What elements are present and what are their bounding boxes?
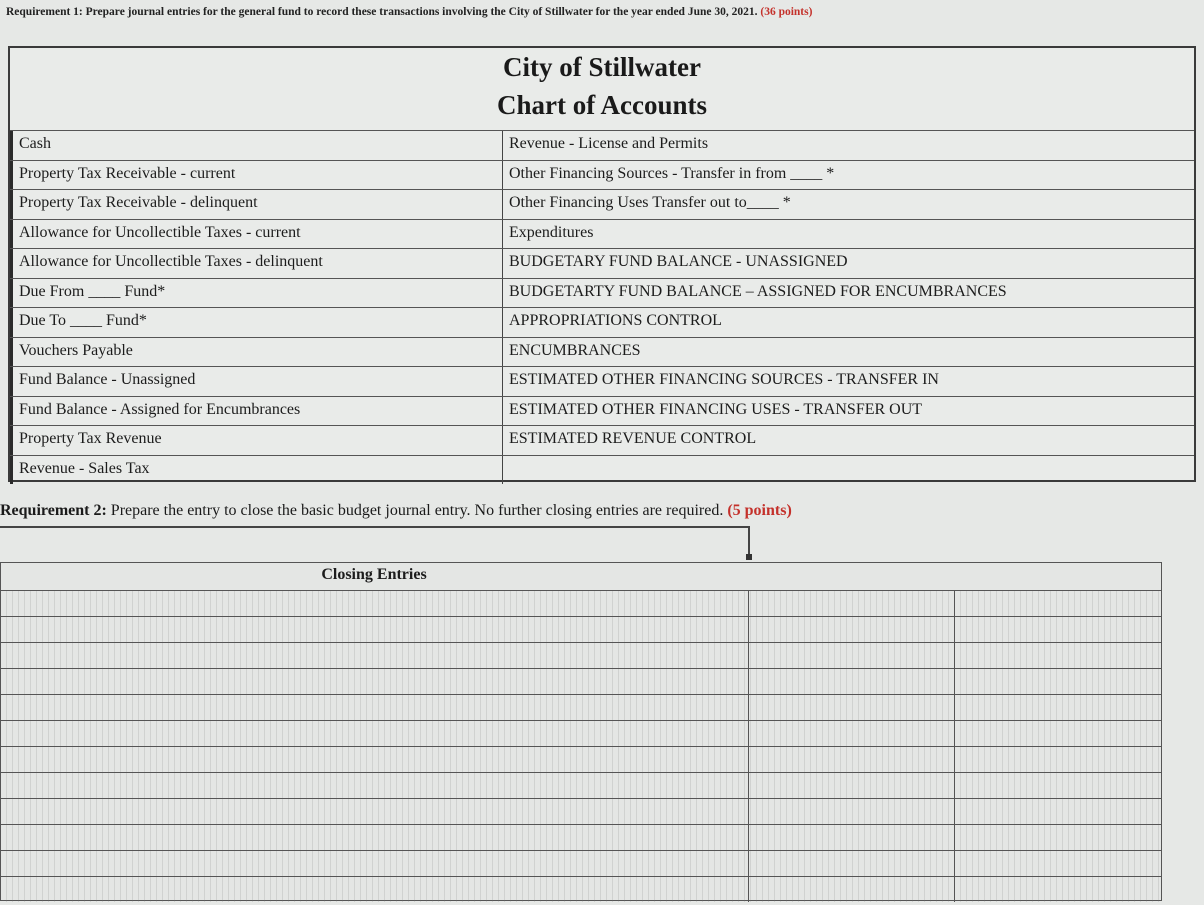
closing-entry-debit-cell[interactable] [749,825,955,850]
coa-left-account: Vouchers Payable [10,338,503,367]
coa-row [10,278,1194,308]
closing-entry-credit-cell[interactable] [955,799,1161,824]
requirement-2-points: (5 points) [727,502,792,519]
coa-left-account: Property Tax Receivable - delinquent [10,190,503,219]
coa-left-account: Fund Balance - Unassigned [10,367,503,396]
coa-title-city: City of Stillwater [503,52,701,82]
closing-entry-row[interactable] [1,746,1161,772]
closing-entry-debit-cell[interactable] [749,617,955,642]
requirement-2 [0,502,1200,520]
coa-right-account: Expenditures [509,223,594,241]
requirement-2-text: Prepare the entry to close the basic budget journal entry. No further closing entries are required. [110,502,724,519]
coa-right-account [503,456,1194,485]
coa-row [10,189,1194,219]
coa-row [10,307,1194,337]
requirement-1-text: Requirement 1: Prepare journal entries for the general fund to record these transactions involving the City of Stillwater for the year ended June 30, 2021. [6,6,758,18]
closing-entry-row[interactable] [1,720,1161,746]
coa-left-account: Allowance for Uncollectible Taxes - current [10,220,503,249]
closing-entry-acct-cell[interactable] [1,591,749,616]
closing-entry-row[interactable] [1,590,1161,616]
closing-entry-acct-cell[interactable] [1,747,749,772]
closing-entry-row[interactable] [1,772,1161,798]
closing-entry-credit-cell[interactable] [955,591,1161,616]
closing-entry-credit-cell[interactable] [955,643,1161,668]
coa-left-account: Fund Balance - Assigned for Encumbrances [10,397,503,426]
coa-row [10,366,1194,396]
coa-right-account: ESTIMATED OTHER FINANCING SOURCES - TRANSFER IN [509,371,939,388]
coa-row [10,396,1194,426]
closing-entry-credit-cell[interactable] [955,851,1161,876]
coa-row [10,130,1194,160]
closing-entry-acct-cell[interactable] [1,773,749,798]
coa-right-account: BUDGETARTY FUND BALANCE – ASSIGNED FOR ENCUMBRANCES [509,282,1007,300]
coa-left-account: Due From ____ Fund* [10,279,503,308]
closing-entry-acct-cell[interactable] [1,721,749,746]
coa-left-account: Property Tax Revenue [10,426,503,455]
coa-right-account: ESTIMATED OTHER FINANCING USES - TRANSFER OUT [509,400,923,418]
coa-right-account: ESTIMATED REVENUE CONTROL [509,430,757,447]
coa-left-account: Property Tax Receivable - current [10,161,503,190]
closing-entry-debit-cell[interactable] [749,747,955,772]
closing-entry-acct-cell[interactable] [1,851,749,876]
closing-entry-credit-cell[interactable] [955,617,1161,642]
answer-header-bar [0,526,750,556]
coa-row [10,219,1194,249]
closing-entry-credit-cell[interactable] [955,721,1161,746]
closing-entry-row[interactable] [1,876,1161,902]
closing-entries-table [0,562,1162,901]
closing-entry-credit-cell[interactable] [955,825,1161,850]
closing-entry-debit-cell[interactable] [749,721,955,746]
chart-of-accounts-table [8,46,1196,482]
coa-row [10,337,1194,367]
requirement-1 [6,6,1196,18]
closing-entry-acct-cell[interactable] [1,643,749,668]
closing-entry-credit-cell[interactable] [955,695,1161,720]
closing-entry-debit-cell[interactable] [749,695,955,720]
closing-entry-row[interactable] [1,642,1161,668]
closing-entry-row[interactable] [1,616,1161,642]
closing-entry-debit-cell[interactable] [749,851,955,876]
closing-entry-debit-cell[interactable] [749,669,955,694]
closing-entry-debit-cell[interactable] [749,773,955,798]
closing-entry-acct-cell[interactable] [1,617,749,642]
coa-row [10,248,1194,278]
coa-right-account: ENCUMBRANCES [509,341,641,359]
coa-left-account: Allowance for Uncollectible Taxes - delinquent [10,249,503,278]
closing-entry-credit-cell[interactable] [955,877,1161,902]
coa-row [10,425,1194,455]
closing-entry-debit-cell[interactable] [749,643,955,668]
requirement-2-label: Requirement 2: [0,502,107,519]
coa-row [10,160,1194,190]
closing-entry-credit-cell[interactable] [955,669,1161,694]
corner-marker [746,554,752,560]
coa-right-account: Revenue - License and Permits [509,135,709,152]
closing-entry-acct-cell[interactable] [1,877,749,902]
coa-left-account: Revenue - Sales Tax [10,456,503,485]
closing-entry-row[interactable] [1,798,1161,824]
closing-entries-grid [1,590,1161,902]
closing-entry-row[interactable] [1,850,1161,876]
closing-entry-acct-cell[interactable] [1,825,749,850]
coa-right-account: APPROPRIATIONS CONTROL [509,312,722,329]
coa-right-account: Other Financing Uses Transfer out to____ * [509,194,791,211]
coa-title-chart: Chart of Accounts [497,90,707,120]
coa-grid [10,130,1194,484]
requirement-1-points: (36 points) [760,6,813,18]
closing-entry-acct-cell[interactable] [1,695,749,720]
closing-entry-credit-cell[interactable] [955,747,1161,772]
closing-entry-acct-cell[interactable] [1,669,749,694]
coa-left-account: Cash [10,131,503,160]
closing-entry-acct-cell[interactable] [1,799,749,824]
closing-entries-title: Closing Entries [321,566,427,583]
coa-right-account: Other Financing Sources - Transfer in from ____ * [509,164,835,182]
closing-entry-debit-cell[interactable] [749,877,955,902]
closing-entry-row[interactable] [1,668,1161,694]
coa-row [10,455,1194,485]
closing-entry-row[interactable] [1,694,1161,720]
closing-entry-credit-cell[interactable] [955,773,1161,798]
coa-right-account: BUDGETARY FUND BALANCE - UNASSIGNED [509,253,848,270]
closing-entry-row[interactable] [1,824,1161,850]
coa-left-account: Due To ____ Fund* [10,308,503,337]
closing-entry-debit-cell[interactable] [749,799,955,824]
closing-entry-debit-cell[interactable] [749,591,955,616]
